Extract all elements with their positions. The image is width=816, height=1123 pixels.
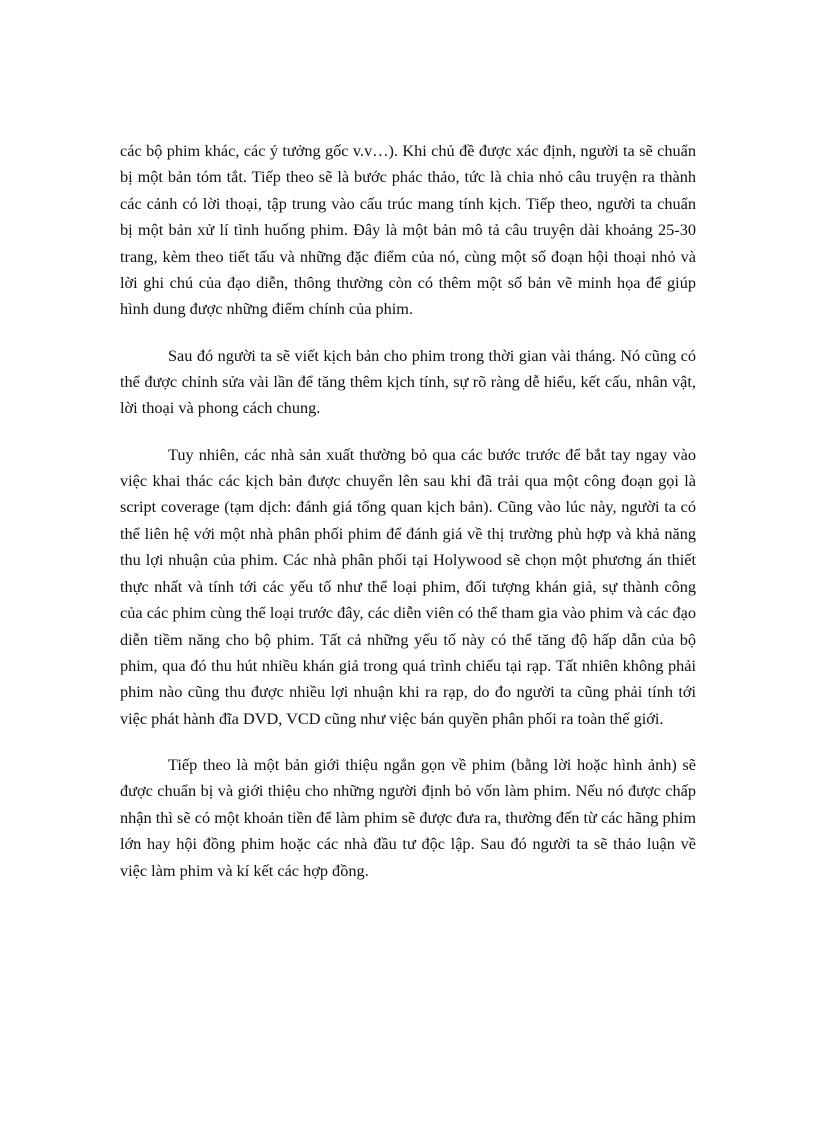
paragraph-script-coverage: Tuy nhiên, các nhà sản xuất thường bỏ qua các bước trước để bắt tay ngay vào việc khai thác các kịch bản được chuyển lên sau khi đã trải qua một công đoạn gọi là script coverage (tạm dịch: đánh giá tổng quan kịch bản). Cũng vào lúc này, người ta có thể liên hệ với một nhà phân phối phim để đánh giá về thị trường phù hợp và khả năng thu lợi nhuận của phim. Các nhà phân phối tại Holywood sẽ chọn một phương án thiết thực nhất và tính tới các yếu tố như thể loại phim, đối tượng khán giả, sự thành công của các phim cùng thể loại trước đây, các diễn viên có thể tham gia vào phim và các đạo diễn tiềm năng cho bộ phim. Tất cả những yếu tố này có thể tăng độ hấp dẫn của bộ phim, qua đó thu hút nhiều khán giả trong quá trình chiếu tại rạp. Tất nhiên không phải phim nào cũng thu được nhiều lợi nhuận khi ra rạp, do đo người ta cũng phải tính tới việc phát hành đĩa DVD, VCD cũng như việc bán quyền phân phối ra toàn thế giới. (120, 444, 696, 728)
paragraph-script-writing: Sau đó người ta sẽ viết kịch bản cho phim trong thời gian vài tháng. Nó cũng có thể được chỉnh sửa vài lần để tăng thêm kịch tính, sự rõ ràng dễ hiểu, kết cấu, nhân vật, lời thoại và phong cách chung. (120, 345, 696, 418)
document-body (120, 138, 696, 904)
paragraph-pitch-financing: Tiếp theo là một bản giới thiệu ngắn gọn về phim (bằng lời hoặc hình ảnh) sẽ được chuẩn bị và giới thiệu cho những người định bỏ vốn làm phim. Nếu nó được chấp nhận thì sẽ có một khoản tiền để làm phim sẽ được đưa ra, thường đến từ các hãng phim lớn hay hội đồng phim hoặc các nhà đầu tư độc lập. Sau đó người ta sẽ thảo luận về việc làm phim và kí kết các hợp đồng. (120, 754, 696, 880)
paragraph-continuation: các bộ phim khác, các ý tưởng gốc v.v…). Khi chủ đề được xác định, người ta sẽ chuẩn bị một bản tóm tắt. Tiếp theo sẽ là bước phác thảo, tức là chia nhỏ câu truyện ra thành các cảnh có lời thoại, tập trung vào cấu trúc mang tính kịch. Tiếp theo, người ta chuẩn bị một bản xử lí tình huống phim. Đây là một bản mô tả câu truyện dài khoảng 25-30 trang, kèm theo tiết tấu và những đặc điểm của nó, cùng một số đoạn hội thoại nhỏ và lời ghi chú của đạo diễn, thông thường còn có thêm một số bản vẽ minh họa để giúp hình dung được những điểm chính của phim. (120, 141, 696, 319)
